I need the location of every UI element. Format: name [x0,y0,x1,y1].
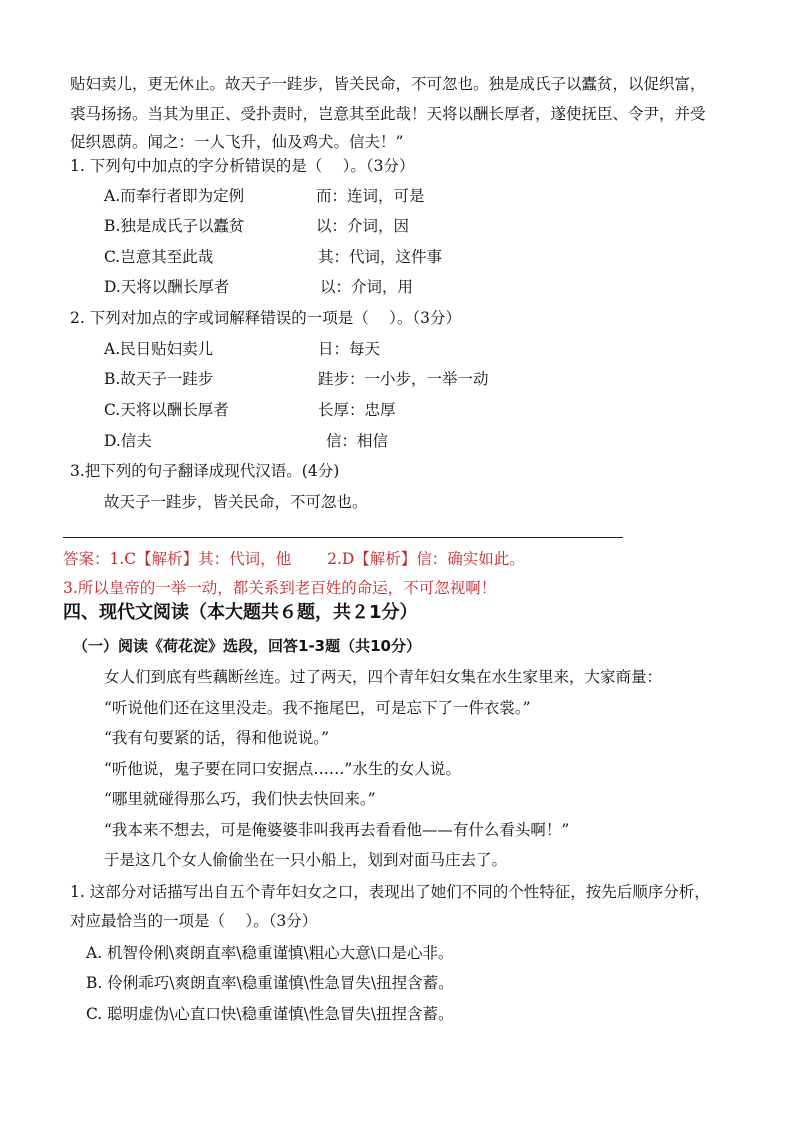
q1-option-a: A.而奉行者即为定例 [104,187,245,205]
q2-option-b-note: 跬步：一小步，一举一动 [318,370,489,388]
intro-line-1: 贴妇卖儿，更无休止。故天子一跬步，皆关民命，不可忽也。独是成氏子以蠹贫，以促织富， [70,75,706,93]
section-4-q1-option-b: B. 伶俐乖巧\爽朗直率\稳重谨慎\性急冒失\扭捏含蓄。 [86,974,454,992]
q1-option-d: D.天将以酬长厚者 [104,278,230,296]
q2-option-d: D.信夫 [104,432,152,450]
section-4-q1-stem-line-2: 对应最恰当的一项是（ ）。（3分） [70,912,318,930]
intro-line-2: 裘马扬扬。当其为里正、受扑责时，岂意其至此哉！天将以酬长厚者，遂使抚臣、令尹，并受 [70,105,706,123]
q1-option-b: B.独是成氏子以蠹贫 [104,217,245,235]
q1-option-c: C.岂意其至此哉 [104,248,214,266]
q3-stem: 3.把下列的句子翻译成现代汉语。(4分) [70,462,340,480]
section-4-q1-option-c: C. 聪明虚伪\心直口快\稳重谨慎\性急冒失\扭捏含蓄。 [86,1005,454,1023]
q2-option-c-note: 长厚：忠厚 [318,401,396,419]
section-4-sub-title: （一）阅读《荷花淀》选段，回答1-3题（共10分） [73,637,421,655]
q2-option-b: B.故天子一跬步 [104,370,214,388]
intro-line-3: 促织恩荫。闻之：一人飞升，仙及鸡犬。信夫！” [70,133,404,151]
answer-line-1: 答案：1.C【解析】其：代词，他 2.D【解析】信：确实如此。 [63,550,525,568]
passage-paragraph: “听他说，鬼子要在同口安据点……”水生的女人说。 [104,760,461,778]
passage-paragraph: “哪里就碰得那么巧，我们快去快回来。” [104,790,376,808]
answer-line-rule [63,537,623,538]
q1-option-d-note: 以：介词，用 [320,278,414,296]
q1-stem: 1. 下列句中加点的字分析错误的是（ ）。（3分） [70,157,415,175]
q2-option-d-note: 信：相信 [326,432,389,450]
section-4-q1-option-a: A. 机智伶俐\爽朗直率\稳重谨慎\粗心大意\口是心非。 [86,944,454,962]
q3-sentence: 故天子一跬步，皆关民命，不可忽也。 [104,493,368,511]
passage-paragraph: 于是这几个女人偷偷坐在一只小船上，划到对面马庄去了。 [104,851,508,869]
passage-paragraph: “我有句要紧的话，得和他说说。” [104,729,330,747]
passage-paragraph: “听说他们还在这里没走。我不拖尾巴，可是忘下了一件衣裳。” [104,699,531,717]
q1-option-c-note: 其：代词，这件事 [318,248,443,266]
q1-option-b-note: 以：介词，因 [316,217,410,235]
passage-paragraph: 女人们到底有些藕断丝连。过了两天，四个青年妇女集在水生家里来，大家商量： [104,668,663,686]
q1-option-a-note: 而：连词，可是 [316,187,425,205]
q2-stem: 2. 下列对加点的字或词解释错误的一项是（ ）。（3分） [70,309,462,327]
q2-option-a: A.民日贴妇卖儿 [104,340,214,358]
q2-option-c: C.天将以酬长厚者 [104,401,229,419]
q2-option-a-note: 日：每天 [318,340,381,358]
section-4-title: 四、现代文阅读（本大题共６题，共２1分） [63,602,418,623]
answer-line-2: 3.所以皇帝的一举一动，都关系到老百姓的命运，不可忽视啊！ [63,579,497,597]
section-4-q1-stem-line-1: 1. 这部分对话描写出自五个青年妇女之口，表现出了她们不同的个性特征，按先后顺序分析， [70,883,710,901]
passage-paragraph: “我本来不想去，可是俺婆婆非叫我再去看看他——有什么看头啊！” [104,821,570,839]
